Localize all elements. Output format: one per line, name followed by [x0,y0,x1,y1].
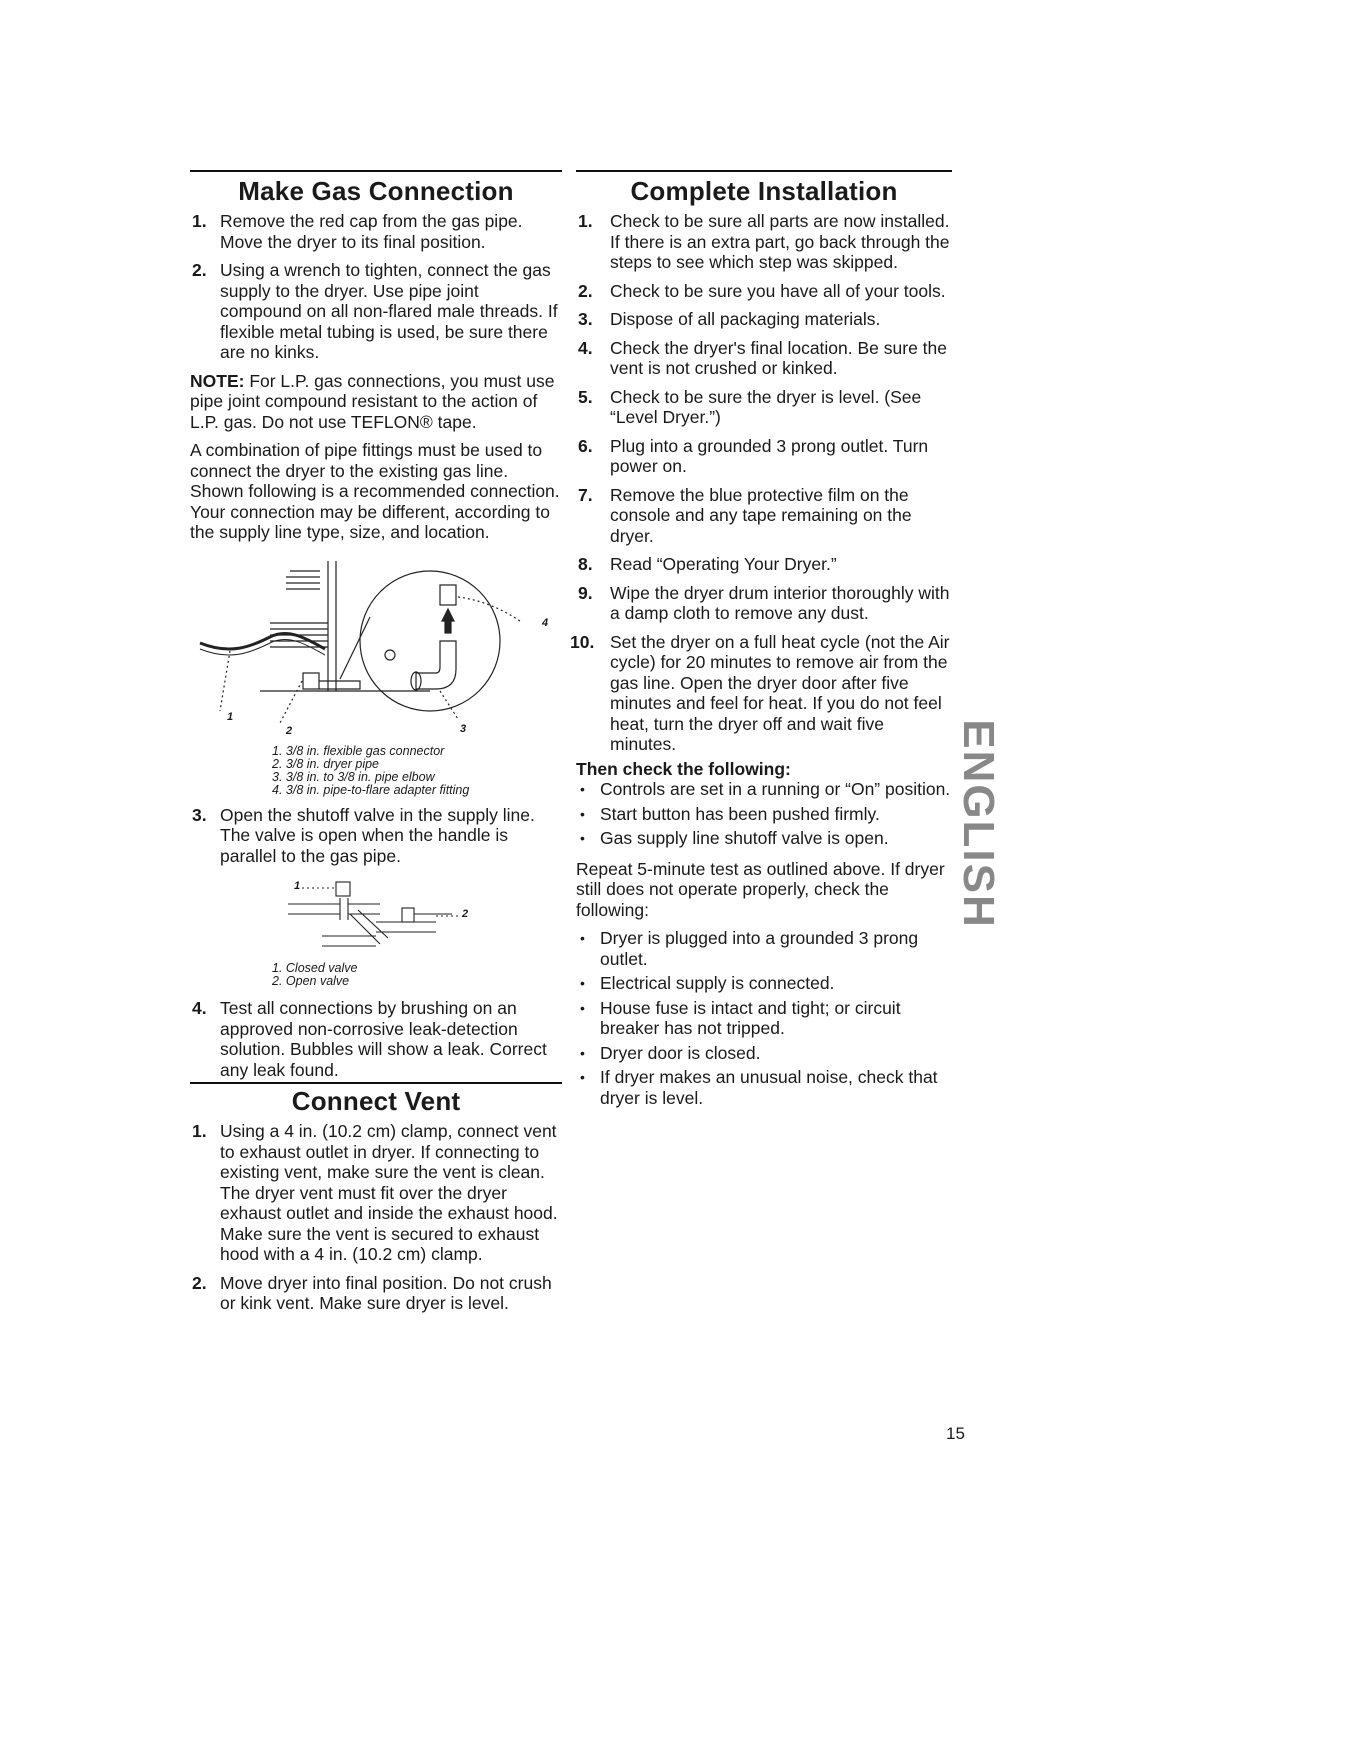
section-rule [576,170,952,172]
repeat-test-paragraph: Repeat 5-minute test as outlined above. If dryer still does not operate properly, check the following: [576,858,945,920]
list-item: 5. Check to be sure the dryer is level. (See “Level Dryer.”) [578,386,922,427]
gas-connection-illustration [190,551,562,741]
section-rule [190,1082,562,1084]
gas-connection-caption: 1. 3/8 in. flexible gas connector 2. 3/8 in. dryer pipe 3. 3/8 in. to 3/8 in. pipe elbow 4. 3/8 in. pipe-to-flare adapter fitting [272,743,470,797]
right-column [570,170,952,1116]
gas-step-4 [190,998,562,1080]
connect-vent-heading: Connect Vent [291,1086,461,1116]
list-item: • If dryer makes an unusual noise, check that dryer is level. [576,1067,952,1108]
list-item: • Gas supply line shutoff valve is open. [576,828,952,849]
vent-steps-list [190,1121,562,1314]
list-item: 3. Dispose of all packaging materials. [578,309,881,329]
gas-steps-list [190,211,562,363]
list-item: 2. Check to be sure you have all of your tools. [578,280,946,301]
lp-gas-note: NOTE: For L.P. gas connections, you must use pipe joint compound resistant to the action of L.P. gas. Do not use TEFLON® tape. [190,370,555,432]
check-bullets-list [576,779,952,849]
figure-label: 1 [294,880,301,892]
list-item: • Electrical supply is connected. [576,973,952,994]
figure-label: 4 [542,616,549,629]
page-number: 15 [946,1424,965,1443]
gas-connection-heading: Make Gas Connection [238,176,514,206]
gas-connection-figure [190,551,562,741]
list-item: 4. Test all connections by brushing on an approved non-corrosive leak-detection solution. Bubbles will show a leak. Correct any leak found. [192,998,547,1080]
troubleshoot-bullets-list [576,928,952,1108]
shutoff-valve-figure [190,874,562,960]
list-item: • Dryer door is closed. [576,1043,952,1064]
list-item: 9. Wipe the dryer drum interior thoroughly with a damp cloth to remove any dust. [578,582,950,623]
list-item: 6. Plug into a grounded 3 prong outlet. Turn power on. [578,435,929,476]
language-side-tab: ENGLISH [954,719,1003,929]
list-item: 2. Move dryer into final position. Do not crush or kink vent. Make sure dryer is level. [192,1272,552,1313]
figure-label: 2 [462,908,469,920]
list-item: • Dryer is plugged into a grounded 3 prong outlet. [576,928,952,969]
complete-installation-heading: Complete Installation [630,176,898,206]
list-item: 3. Open the shutoff valve in the supply line. The valve is open when the handle is parallel to the gas pipe. [192,804,535,866]
list-item: 1. Using a 4 in. (10.2 cm) clamp, connect vent to exhaust outlet in dryer. If connecting to existing vent, make sure the vent is clean. The dryer vent must fit over the dryer exhaust outlet and inside the exhaust hood. Make sure the vent is secured to exhaust hood with a 4 in. (10.2 cm) clamp. [192,1121,558,1264]
figure-label: 3 [460,722,467,735]
list-item: • Start button has been pushed firmly. [576,804,952,825]
left-column [190,170,562,1322]
list-item: 1. Remove the red cap from the gas pipe. Move the dryer to its final position. [192,211,523,252]
then-check-heading: Then check the following: [576,758,791,779]
section-rule [190,170,562,172]
list-item: 2. Using a wrench to tighten, connect the gas supply to the dryer. Use pipe joint compound on all non-flared male threads. If flexible metal tubing is used, be sure there are no kinks. [192,260,558,362]
list-item: • House fuse is intact and tight; or circuit breaker has not tripped. [576,998,952,1039]
shutoff-valve-caption: 1. Closed valve 2. Open valve [272,961,358,988]
list-item: 4. Check the dryer's final location. Be sure the vent is not crushed or kinked. [578,337,947,378]
list-item: • Controls are set in a running or “On” position. [576,779,952,800]
gas-step-3 [190,805,562,867]
list-item: 7. Remove the blue protective film on the console and any tape remaining on the dryer. [578,484,912,546]
list-item: 8. Read “Operating Your Dryer.” [578,554,837,574]
list-item: 10. Set the dryer on a full heat cycle (not the Air cycle) for 20 minutes to remove air from the gas line. Open the dryer door after five minutes and feel for heat. If you do not feel heat, turn the dryer off and wait five minutes. [570,631,950,754]
installation-steps-list [570,211,952,755]
figure-label: 2 [286,724,293,737]
figure-label: 1 [227,710,234,723]
pipe-fittings-paragraph: A combination of pipe fittings must be used to connect the dryer to the existing gas line. Shown following is a recommended connection. Your connection may be different, according to the supply line type, size, and location. [190,440,560,542]
list-item: 1. Check to be sure all parts are now installed. If there is an extra part, go back through the steps to see which step was skipped. [578,211,950,272]
shutoff-valve-illustration [190,874,562,960]
